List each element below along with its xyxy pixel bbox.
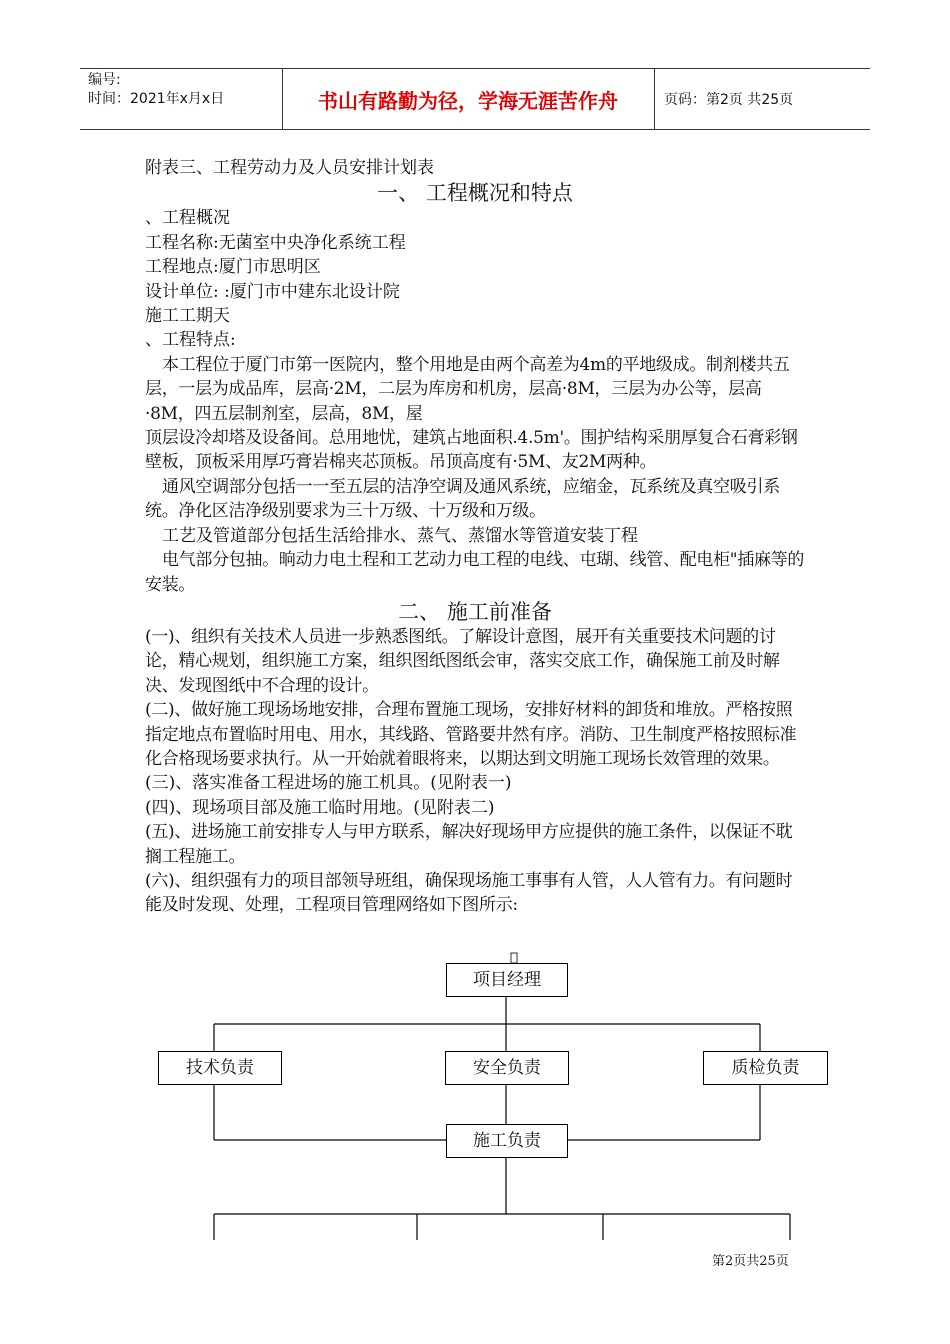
org-box-quality: 质检负责 bbox=[703, 1051, 828, 1085]
page-footer: 第2页共25页 bbox=[712, 1254, 789, 1269]
section-1-title: 一、 工程概况和特点 bbox=[377, 181, 573, 206]
prep-item-2: (二)、做好施工现场场地安排，合理布置施工现场，安排好材料的卸货和堆放。严格按照指定地点布置临时用电、用水，其线路、管路要井然有序。消防、卫生制度严格按照标准化合格现场要求执行。从一开始就着眼将来，以期达到文明施工现场长效管理的效果。 bbox=[145, 700, 797, 769]
page-header bbox=[80, 68, 870, 130]
features-paragraph-1a: 本工程位于厦门市第一医院内，整个用地是由两个高差为4m的平地级成。制剂楼共五层，一层为成品库，层高·2M，二层为库房和机房，层高·8M，三层为办公等，层高·8M，四五层制剂室，层高，8M，屋 bbox=[145, 354, 790, 424]
prep-item-4: (四)、现场项目部及施工临时用地。(见附表二) bbox=[145, 797, 495, 818]
design-unit: 设计单位: :厦门市中建东北设计院 bbox=[145, 281, 400, 302]
appendix-title: 附表三、工程劳动力及人员安排计划表 bbox=[145, 158, 434, 178]
section-2-title: 二、 施工前准备 bbox=[398, 599, 552, 624]
prep-item-5: (五)、进场施工前安排专人与甲方联系，解决好现场甲方应提供的施工条件，以保证不耽搁工程施工。 bbox=[145, 822, 793, 867]
prep-item-3: (三)、落实准备工程进场的施工机具。(见附表一) bbox=[145, 773, 512, 794]
header-page-number: 页码：第2页 共25页 bbox=[664, 92, 794, 108]
date-label: 时间：2021年x月x日 bbox=[88, 91, 225, 107]
org-box-technical: 技术负责 bbox=[158, 1051, 282, 1085]
prep-item-1: (一)、组织有关技术人员进一步熟悉图纸。了解设计意图，展开有关重要技术问题的讨论，精心规划，组织施工方案，组织图纸图纸会审，落实交底工作，确保施工前及时解决、发现图纸中不合理的设计。 bbox=[145, 626, 780, 696]
org-box-construction: 施工负责 bbox=[446, 1124, 568, 1158]
document-body bbox=[145, 156, 805, 918]
prep-item-6: (六)、组织强有力的项目部领导班组，确保现场施工事事有人管，人人管有力。有问题时能及时发现、处理，工程项目管理网络如下图所示: bbox=[145, 870, 793, 916]
header-motto: 书山有路勤为径，学海无涯苦作舟 bbox=[318, 89, 618, 113]
features-paragraph-3: 工艺及管道部分包括生活给排水、蒸气、蒸馏水等管道安装丁程 bbox=[162, 525, 638, 546]
org-box-safety: 安全负责 bbox=[445, 1051, 569, 1085]
construction-period: 施工工期天 bbox=[145, 306, 230, 327]
features-heading: 、工程特点: bbox=[145, 330, 236, 351]
org-box-project-manager: 项目经理 bbox=[446, 963, 568, 997]
header-divider bbox=[654, 69, 655, 129]
features-paragraph-4: 电气部分包抽。晌动力电土程和工艺动力电工程的电线、屯瑚、线管、配电柜"插麻等的安装。 bbox=[145, 550, 805, 595]
project-location: 工程地点:厦门市思明区 bbox=[145, 257, 321, 278]
project-name: 工程名称:无菌室中央净化系统工程 bbox=[145, 232, 406, 253]
overview-heading: 、工程概况 bbox=[145, 208, 230, 229]
header-meta bbox=[88, 71, 224, 109]
features-paragraph-2: 通风空调部分包括一一至五层的洁净空调及通风系统，应缩金，瓦系统及真空吸引系统。净化区洁净级别要求为三十万级、十万级和万级。 bbox=[145, 476, 780, 522]
serial-label: 编号: bbox=[88, 72, 121, 88]
features-paragraph-1b: 顶层设冷却塔及设备间。总用地忧，建筑占地面积.4.5m'。围护结构采朋厚复合石膏彩钢壁板，顶板采用厚巧膏岩棉夹芯顶板。吊顶高度有·5M、友2M两种。 bbox=[145, 428, 798, 473]
chart-marker bbox=[511, 953, 517, 963]
